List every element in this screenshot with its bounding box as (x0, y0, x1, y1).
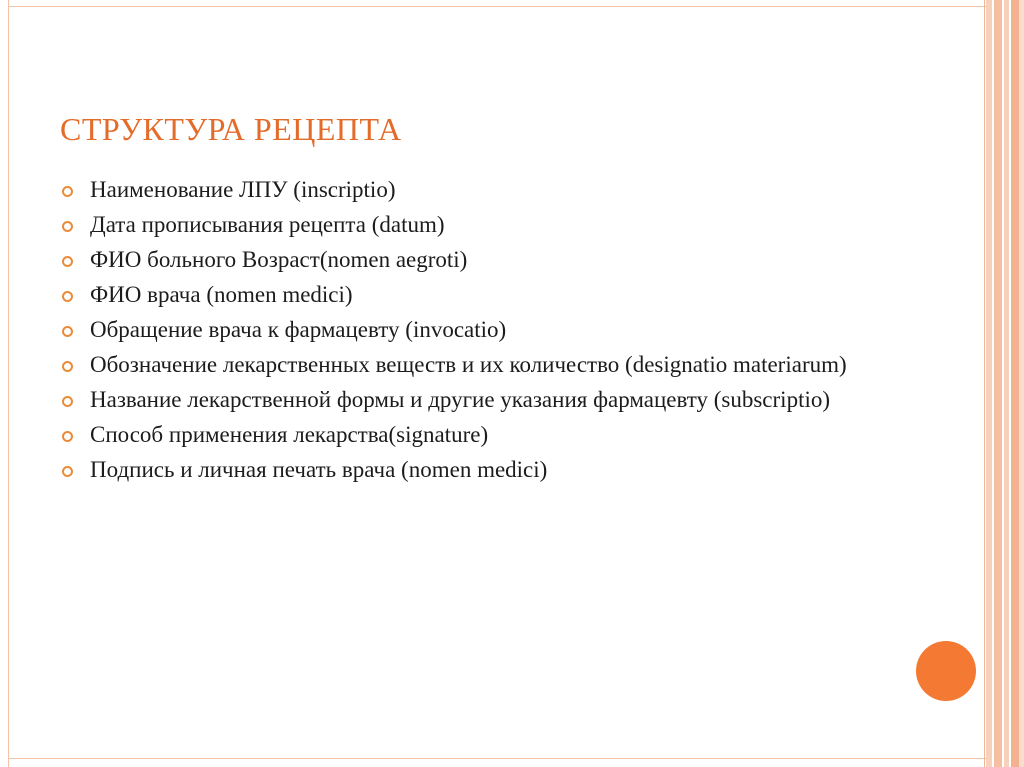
list-item (62, 352, 942, 378)
bullet-list (62, 177, 942, 492)
bullet-icon (62, 396, 73, 407)
frame-left-line (8, 0, 9, 767)
list-item (62, 282, 942, 308)
list-item-text: Название лекарственной формы и другие указания фармацевту (subscriptio) (90, 387, 831, 412)
bullet-icon (62, 221, 73, 232)
decorative-stripes (986, 0, 1024, 767)
list-item (62, 177, 942, 203)
list-item (62, 212, 942, 238)
orange-circle-icon (916, 641, 976, 701)
bullet-icon (62, 466, 73, 477)
list-item-text: Обращение врача к фармацевту (invocatio) (90, 317, 507, 342)
list-item-text: Подпись и личная печать врача (nomen medici) (90, 457, 548, 482)
frame-top-line (8, 6, 990, 7)
list-item-text: ФИО больного Возраст(nomen aegroti) (90, 247, 468, 272)
list-item-text: Способ применения лекарства(signature) (90, 422, 489, 447)
frame-bottom-line (8, 758, 990, 759)
list-item-text: Обозначение лекарственных веществ и их количество (designatio materiarum) (90, 352, 847, 377)
list-item (62, 422, 942, 448)
bullet-icon (62, 431, 73, 442)
bullet-icon (62, 361, 73, 372)
bullet-icon (62, 256, 73, 267)
bullet-icon (62, 291, 73, 302)
list-item (62, 387, 942, 413)
bullet-icon (62, 326, 73, 337)
list-item (62, 457, 942, 483)
list-item-text: Дата прописывания рецепта (datum) (90, 212, 445, 237)
list-item-text: ФИО врача (nomen medici) (90, 282, 353, 307)
bullet-icon (62, 186, 73, 197)
list-item-text: Наименование ЛПУ (inscriptio) (90, 177, 396, 202)
slide-title: СТРУКТУРА РЕЦЕПТА (60, 111, 402, 147)
frame-right-line (984, 0, 985, 767)
list-item (62, 317, 942, 343)
list-item (62, 247, 942, 273)
